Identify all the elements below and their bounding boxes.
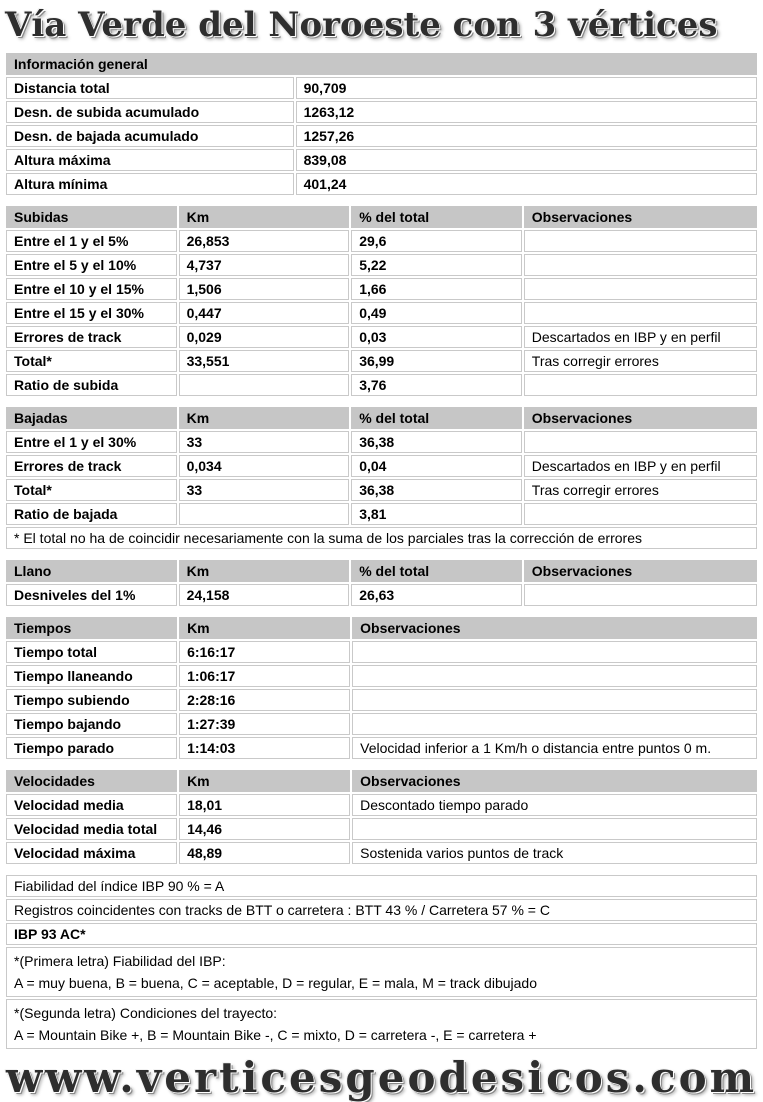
row-label: Tiempo bajando bbox=[6, 713, 177, 735]
percent-cell: 0,03 bbox=[351, 326, 522, 348]
table-row bbox=[6, 818, 757, 840]
table-row bbox=[6, 584, 757, 606]
km-cell: 4,737 bbox=[179, 254, 350, 276]
column-header: Km bbox=[179, 770, 350, 792]
km-cell: 33 bbox=[179, 479, 350, 501]
obs-cell bbox=[524, 431, 757, 453]
obs-cell bbox=[524, 302, 757, 324]
ibp-primera-letra-title: *(Primera letra) Fiabilidad del IBP: bbox=[14, 953, 226, 969]
column-header: Km bbox=[179, 560, 350, 582]
time-cell: 6:16:17 bbox=[179, 641, 350, 663]
obs-cell: Velocidad inferior a 1 Km/h o distancia entre puntos 0 m. bbox=[352, 737, 757, 759]
percent-cell: 3,76 bbox=[351, 374, 522, 396]
row-label: Total* bbox=[6, 350, 177, 372]
column-header: Observaciones bbox=[524, 407, 757, 429]
obs-cell: Descartados en IBP y en perfil bbox=[524, 455, 757, 477]
km-cell bbox=[179, 374, 350, 396]
row-label: Ratio de bajada bbox=[6, 503, 177, 525]
percent-cell: 36,38 bbox=[351, 479, 522, 501]
table-footnote: * El total no ha de coincidir necesariamente con la suma de los parciales tras la corrección de errores bbox=[6, 527, 757, 549]
row-label: Velocidad media bbox=[6, 794, 177, 816]
info-general-table bbox=[4, 51, 759, 197]
subidas-table bbox=[4, 204, 759, 398]
row-label: Tiempo parado bbox=[6, 737, 177, 759]
section-header-info-general: Información general bbox=[6, 53, 757, 75]
column-header: Km bbox=[179, 407, 350, 429]
row-label: Tiempo subiendo bbox=[6, 689, 177, 711]
table-row bbox=[6, 350, 757, 372]
km-cell: 24,158 bbox=[179, 584, 350, 606]
ibp-segunda-letra-title: *(Segunda letra) Condiciones del trayecto: bbox=[14, 1005, 278, 1021]
table-header-row bbox=[6, 560, 757, 582]
obs-cell bbox=[524, 584, 757, 606]
table-row bbox=[6, 947, 757, 997]
table-row bbox=[6, 278, 757, 300]
obs-cell: Descartados en IBP y en perfil bbox=[524, 326, 757, 348]
table-row bbox=[6, 101, 757, 123]
row-label: Entre el 1 y el 5% bbox=[6, 230, 177, 252]
km-cell: 0,447 bbox=[179, 302, 350, 324]
column-header: Subidas bbox=[6, 206, 177, 228]
bajadas-table bbox=[4, 405, 759, 551]
column-header: Observaciones bbox=[352, 617, 757, 639]
ibp-primera-letra-cell bbox=[6, 947, 757, 997]
row-label: Ratio de subida bbox=[6, 374, 177, 396]
km-cell: 33 bbox=[179, 431, 350, 453]
row-value: 90,709 bbox=[296, 77, 757, 99]
speed-cell: 48,89 bbox=[179, 842, 350, 864]
percent-cell: 29,6 bbox=[351, 230, 522, 252]
row-label: Velocidad media total bbox=[6, 818, 177, 840]
footnote-row bbox=[6, 527, 757, 549]
row-label: Entre el 1 y el 30% bbox=[6, 431, 177, 453]
obs-cell bbox=[352, 665, 757, 687]
velocidades-table bbox=[4, 768, 759, 866]
llano-table bbox=[4, 558, 759, 608]
ibp-index-block bbox=[4, 873, 759, 1051]
row-label: Tiempo llaneando bbox=[6, 665, 177, 687]
row-label: Errores de track bbox=[6, 455, 177, 477]
site-footer bbox=[4, 1055, 759, 1101]
time-cell: 2:28:16 bbox=[179, 689, 350, 711]
column-header: Km bbox=[179, 617, 350, 639]
table-row bbox=[6, 77, 757, 99]
row-value: 1263,12 bbox=[296, 101, 757, 123]
table-row bbox=[6, 326, 757, 348]
km-cell bbox=[179, 503, 350, 525]
table-row bbox=[6, 503, 757, 525]
row-label: Altura máxima bbox=[6, 149, 294, 171]
row-label: Desn. de bajada acumulado bbox=[6, 125, 294, 147]
table-row bbox=[6, 431, 757, 453]
time-cell: 1:14:03 bbox=[179, 737, 350, 759]
obs-cell: Tras corregir errores bbox=[524, 479, 757, 501]
obs-cell: Sostenida varios puntos de track bbox=[352, 842, 757, 864]
table-header-row bbox=[6, 617, 757, 639]
table-row bbox=[6, 455, 757, 477]
column-header: % del total bbox=[351, 560, 522, 582]
row-label: Errores de track bbox=[6, 326, 177, 348]
table-row bbox=[6, 665, 757, 687]
speed-cell: 18,01 bbox=[179, 794, 350, 816]
table-row bbox=[6, 713, 757, 735]
obs-cell: Descontado tiempo parado bbox=[352, 794, 757, 816]
obs-cell: Tras corregir errores bbox=[524, 350, 757, 372]
obs-cell bbox=[524, 374, 757, 396]
obs-cell bbox=[352, 818, 757, 840]
column-header: % del total bbox=[351, 206, 522, 228]
km-cell: 0,034 bbox=[179, 455, 350, 477]
table-header-row bbox=[6, 770, 757, 792]
table-header-row bbox=[6, 407, 757, 429]
obs-cell bbox=[352, 713, 757, 735]
percent-cell: 0,04 bbox=[351, 455, 522, 477]
row-value: 1257,26 bbox=[296, 125, 757, 147]
column-header: Observaciones bbox=[352, 770, 757, 792]
column-header: Velocidades bbox=[6, 770, 177, 792]
row-label: Altura mínima bbox=[6, 173, 294, 195]
table-row bbox=[6, 794, 757, 816]
table-row bbox=[6, 842, 757, 864]
obs-cell bbox=[524, 503, 757, 525]
row-value: 401,24 bbox=[296, 173, 757, 195]
column-header: Llano bbox=[6, 560, 177, 582]
km-cell: 1,506 bbox=[179, 278, 350, 300]
ibp-score: IBP 93 AC* bbox=[6, 923, 757, 945]
table-row bbox=[6, 149, 757, 171]
ibp-primera-letra-values: A = muy buena, B = buena, C = aceptable, D = regular, E = mala, M = track dibujado bbox=[14, 975, 537, 991]
row-label: Entre el 10 y el 15% bbox=[6, 278, 177, 300]
table-row bbox=[6, 302, 757, 324]
percent-cell: 36,99 bbox=[351, 350, 522, 372]
time-cell: 1:06:17 bbox=[179, 665, 350, 687]
km-cell: 33,551 bbox=[179, 350, 350, 372]
column-header: Km bbox=[179, 206, 350, 228]
row-label: Velocidad máxima bbox=[6, 842, 177, 864]
row-value: 839,08 bbox=[296, 149, 757, 171]
time-cell: 1:27:39 bbox=[179, 713, 350, 735]
obs-cell bbox=[524, 230, 757, 252]
column-header: Observaciones bbox=[524, 206, 757, 228]
page-title: Vía Verde del Noroeste con 3 vértices bbox=[5, 5, 718, 45]
table-row bbox=[6, 899, 757, 921]
row-label: Entre el 15 y el 30% bbox=[6, 302, 177, 324]
table-row bbox=[6, 230, 757, 252]
table-row bbox=[6, 479, 757, 501]
ibp-segunda-letra-cell bbox=[6, 999, 757, 1049]
row-label: Total* bbox=[6, 479, 177, 501]
table-row bbox=[6, 125, 757, 147]
column-header: Observaciones bbox=[524, 560, 757, 582]
row-label: Desniveles del 1% bbox=[6, 584, 177, 606]
column-header: % del total bbox=[351, 407, 522, 429]
table-header-row bbox=[6, 206, 757, 228]
percent-cell: 1,66 bbox=[351, 278, 522, 300]
table-row bbox=[6, 374, 757, 396]
row-label: Distancia total bbox=[6, 77, 294, 99]
table-row bbox=[6, 875, 757, 897]
row-label: Tiempo total bbox=[6, 641, 177, 663]
ibp-fiabilidad-line: Fiabilidad del índice IBP 90 % = A bbox=[6, 875, 757, 897]
obs-cell bbox=[352, 641, 757, 663]
km-cell: 26,853 bbox=[179, 230, 350, 252]
obs-cell bbox=[524, 278, 757, 300]
table-row bbox=[6, 689, 757, 711]
obs-cell bbox=[524, 254, 757, 276]
percent-cell: 5,22 bbox=[351, 254, 522, 276]
tiempos-table bbox=[4, 615, 759, 761]
obs-cell bbox=[352, 689, 757, 711]
table-row bbox=[6, 923, 757, 945]
table-row bbox=[6, 254, 757, 276]
column-header: Tiempos bbox=[6, 617, 177, 639]
column-header: Bajadas bbox=[6, 407, 177, 429]
website-link[interactable]: www.verticesgeodesicos.com bbox=[5, 1053, 758, 1102]
ibp-registros-line: Registros coincidentes con tracks de BTT o carretera : BTT 43 % / Carretera 57 % = C bbox=[6, 899, 757, 921]
ibp-segunda-letra-values: A = Mountain Bike +, B = Mountain Bike -, C = mixto, D = carretera -, E = carretera + bbox=[14, 1027, 537, 1043]
percent-cell: 0,49 bbox=[351, 302, 522, 324]
percent-cell: 3,81 bbox=[351, 503, 522, 525]
percent-cell: 26,63 bbox=[351, 584, 522, 606]
table-row bbox=[6, 737, 757, 759]
percent-cell: 36,38 bbox=[351, 431, 522, 453]
row-label: Desn. de subida acumulado bbox=[6, 101, 294, 123]
km-cell: 0,029 bbox=[179, 326, 350, 348]
table-row bbox=[6, 999, 757, 1049]
table-row bbox=[6, 641, 757, 663]
row-label: Entre el 5 y el 10% bbox=[6, 254, 177, 276]
table-row bbox=[6, 173, 757, 195]
speed-cell: 14,46 bbox=[179, 818, 350, 840]
